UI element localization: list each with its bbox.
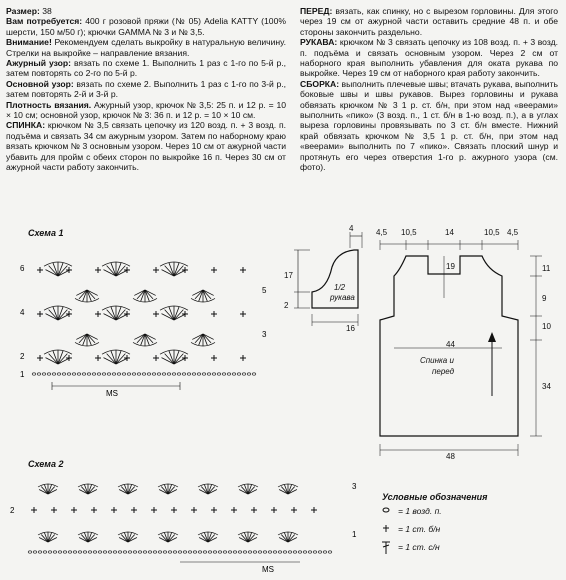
fan-stitch-icon: [38, 484, 58, 494]
sleeve-width-dim: 16: [346, 324, 355, 333]
fan-stitch-icon: [44, 306, 72, 320]
chain-stitch-icon: [383, 508, 389, 512]
sleeve-half-label: 1/2: [334, 283, 346, 292]
repeat-label: MS: [262, 565, 274, 574]
body-pattern: [370, 236, 566, 476]
front-label: ПЕРЕД:: [300, 6, 333, 16]
sleeves-label: РУКАВА:: [300, 37, 338, 48]
body-side-dim-3: 10: [542, 322, 551, 331]
sc-row: [37, 355, 246, 361]
single-crochet-icon: [383, 525, 389, 532]
row-number: 2: [20, 352, 25, 361]
instructions-right: [300, 6, 558, 173]
fan-stitch-icon: [38, 532, 58, 542]
fan-stitch-icon: [133, 290, 157, 302]
fan-stitch-icon: [278, 532, 298, 542]
row-number: 6: [20, 264, 25, 273]
body-label-1: Спинка и: [420, 356, 454, 365]
body-top-dim-3: 14: [445, 228, 454, 237]
fan-stitch-icon: [44, 350, 72, 364]
sc-row: [37, 267, 246, 273]
sc-row: [31, 507, 317, 513]
gauge-text: Ажурный узор, крючок № 3,5: 25 п. и 12 р. = 10 × 10 см; основной узор, крючок № 3: 36 п. и 12 р. = 10 × 10 см.: [6, 99, 287, 121]
assembly-label: СБОРКА:: [300, 78, 340, 89]
chain-row: [32, 373, 256, 375]
body-waist-dim: 44: [446, 340, 455, 349]
fan-stitch-icon: [75, 334, 99, 346]
fan-stitch-icon: [102, 350, 130, 364]
legend-item-chain: = 1 возд. п.: [398, 506, 442, 516]
gauge-label: Плотность вязания.: [6, 99, 92, 110]
body-top-dim-5: 4,5: [507, 228, 519, 237]
fan-stitch-icon: [160, 262, 188, 276]
size-label: Размер:: [6, 6, 40, 16]
double-crochet-icon: [382, 542, 390, 554]
fan-stitch-icon: [102, 262, 130, 276]
sleeves-text: крючком № 3 связать цепочку из 108 возд. п. + 3 возд. п. подъёма и связать основным узором. Через 2 см от наборного края выполнить убавления для оката рукава по выкройке. Через 19 см от наборного края работу закончить.: [300, 37, 559, 79]
size-text: 38: [42, 6, 52, 16]
fan-stitch-icon: [191, 334, 215, 346]
fan-stitch-icon: [158, 484, 178, 494]
fan-stitch-icon: [160, 306, 188, 320]
row-number: 3: [352, 482, 357, 491]
fan-stitch-icon: [118, 484, 138, 494]
fan-stitch-icon: [102, 306, 130, 320]
scheme2-diagram: [0, 468, 370, 580]
fan-stitch-icon: [78, 532, 98, 542]
back-text: крючком № 3,5 связать цепочку из 120 возд. п. + 3 возд. п. подъёма и связать 34 см ажурным узором. Затем по наборному краю вязать крючком № 3 основным узором. Через 10 см от ажурной части убавить для пройм с обеих сторон по выкройке 16 п. Через 30 см от ажурной части работу закончить.: [6, 120, 286, 173]
body-label-2: перед: [432, 367, 455, 376]
fan-stitch-icon: [118, 532, 138, 542]
fan-stitch-icon: [78, 484, 98, 494]
row-number: 4: [20, 308, 25, 317]
sc-row: [37, 311, 246, 317]
assembly-text: выполнить плечевые швы; втачать рукава, выполнить боковые швы и швы рукавов. Вырез горловины и рукава обвязать крючком № 3 1 р. ст. б/н, при этом над «веерами» выполнить «пико» (3 возд. п., 1 ст. б/н в 1-ю возд. п.), а в углах выреза горловины провязывать по 3 ст. б/н вместе. Нижний край обвязать крючком № 3,5 1 р. ст. б/н, при этом над «веерами» выполнить по 7 «пико». Связать плоский шнур и протянуть его через отверстия 1-го р. ажурного узора (см. фото).: [300, 78, 558, 173]
legend-title: Условные обозначения: [382, 492, 488, 502]
materials-label: Вам потребуется:: [6, 16, 83, 27]
repeat-label: MS: [106, 389, 118, 398]
fan-stitch-icon: [198, 532, 218, 542]
body-bottom-dim: 48: [446, 452, 455, 461]
row-number: 3: [262, 330, 267, 339]
scheme1-diagram: [0, 238, 290, 418]
row-number: 2: [10, 506, 15, 515]
body-neck-dim: 19: [446, 262, 455, 271]
fan-stitch-icon: [160, 350, 188, 364]
fan-stitch-icon: [238, 532, 258, 542]
fan-stitch-icon: [75, 290, 99, 302]
fan-stitch-icon: [133, 334, 157, 346]
fan-stitch-icon: [44, 262, 72, 276]
attention-text: Рекомендуем сделать выкройку в натуральную величину. Стрелки на выкройке – направление вязания.: [6, 37, 286, 58]
body-side-dim-4: 34: [542, 382, 551, 391]
scheme1-title: Схема 1: [28, 228, 64, 238]
body-side-dim-2: 9: [542, 294, 547, 303]
sleeve-bottom-dim: 2: [284, 301, 289, 310]
legend-item-sc: = 1 ст. б/н: [398, 524, 441, 534]
instructions-left: [6, 6, 286, 173]
materials-text: 400 г розовой пряжи (№ 05) Adelia KATTY (100% шерсти, 150 м/50 г); крючки GAMMA № 3 и № 3,5.: [6, 16, 287, 37]
body-top-dim-2: 10,5: [401, 228, 417, 237]
legend-item-dc: = 1 ст. с/н: [398, 542, 440, 552]
sleeve-pattern: [282, 222, 372, 342]
legend-symbols: [378, 504, 398, 558]
front-text: вязать, как спинку, но с вырезом горловины. Для этого через 19 см от ажурной части оставить средние 48 п. и обе стороны закончить раздельно.: [300, 6, 558, 37]
scheme2-title: Схема 2: [28, 459, 64, 469]
attention-label: Внимание!: [6, 37, 52, 48]
fan-stitch-icon: [238, 484, 258, 494]
chain-row: [28, 551, 332, 553]
sleeve-height-dim: 17: [284, 271, 293, 280]
fan-stitch-icon: [158, 532, 178, 542]
back-label: СПИНКА:: [6, 120, 46, 131]
base-text: вязать по схеме 2. Выполнить 1 раз с 1-го по 3-й р., затем повторять 2-й и 3-й р.: [6, 78, 287, 100]
fan-stitch-icon: [191, 290, 215, 302]
sleeve-top-dim: 4: [349, 224, 354, 233]
row-number: 5: [262, 286, 267, 295]
body-top-dim-4: 10,5: [484, 228, 500, 237]
row-number: 1: [352, 530, 357, 539]
body-top-dim-1: 4,5: [376, 228, 388, 237]
base-label: Основной узор:: [6, 78, 74, 89]
row-number: 1: [20, 370, 25, 379]
body-side-dim-1: 11: [542, 264, 551, 273]
fan-stitch-icon: [198, 484, 218, 494]
openwork-text: вязать по схеме 1. Выполнить 1 раз с 1-го по 5-й р., затем повторять со 2-го по 5-й р.: [6, 58, 287, 79]
fan-stitch-icon: [278, 484, 298, 494]
openwork-label: Ажурный узор:: [6, 58, 72, 69]
sleeve-name-label: рукава: [330, 293, 355, 302]
